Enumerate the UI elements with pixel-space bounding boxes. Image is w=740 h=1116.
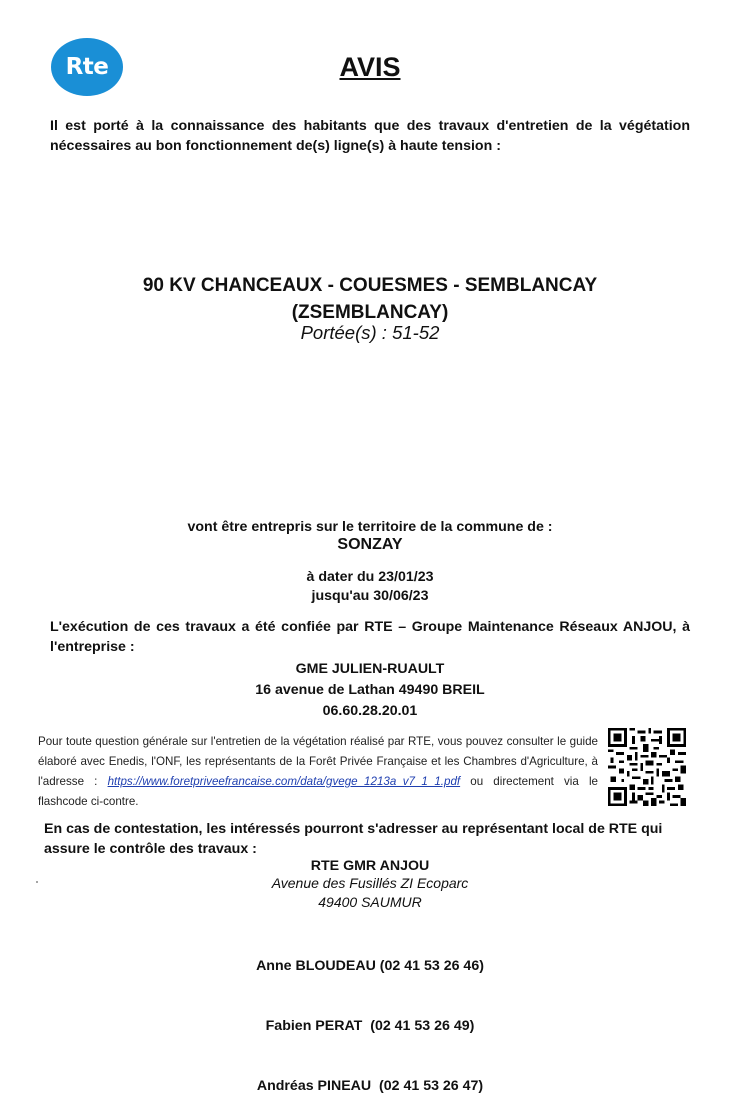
commune-name: SONZAY [337, 536, 403, 553]
company-address: 16 avenue de Lathan 49490 BREIL [255, 682, 485, 698]
dates [0, 568, 740, 606]
info-text-before: Pour toute question générale sur l'entretien de la végétation réalisé par RTE, vous pouvez consulter le guide élaboré avec Enedis, l'ONF, les représentants de la Forêt Privée Française et les Chambres d'Agriculture, à l'adresse : [38, 735, 598, 788]
intro-paragraph: Il est porté à la connaissance des habitants que des travaux d'entretien de la végétation nécessaires au bon fonctionnement de(s) ligne(s) à haute tension : [50, 118, 690, 154]
rte-office-city: 49400 SAUMUR [318, 894, 422, 910]
contact-item: Fabien PERAT (02 41 53 26 49) [265, 1018, 475, 1034]
logo-text: Rte [65, 54, 109, 80]
date-from: à dater du 23/01/23 [306, 569, 434, 585]
portees: Portée(s) : 51-52 [300, 322, 440, 343]
info-paragraph [38, 732, 598, 812]
contestation-paragraph: En cas de contestation, les intéressés pourront s'adresser au représentant local de RTE qui assure le contrôle des travaux : [44, 821, 663, 857]
contact-item: Andréas PINEAU (02 41 53 26 47) [256, 1078, 484, 1094]
power-line-name-2: (ZSEMBLANCAY) [291, 302, 449, 323]
commune-label: vont être entrepris sur le territoire de la commune de : [187, 519, 553, 535]
company-block [0, 659, 740, 722]
company-phone: 06.60.28.20.01 [322, 703, 418, 719]
date-to: jusqu'au 30/06/23 [311, 588, 429, 604]
info-text-after: ou directement via le flashcode ci-contre. [38, 775, 599, 808]
contact-item: Anne BLOUDEAU (02 41 53 26 46) [256, 958, 484, 974]
rte-office-address [0, 874, 740, 912]
page-title: AVIS [339, 52, 401, 82]
company-name: GME JULIEN-RUAULT [295, 661, 445, 677]
execution-paragraph: L'exécution de ces travaux a été confiée par RTE – Groupe Maintenance Réseaux ANJOU, à l'entreprise : [50, 619, 690, 655]
rte-office-street: Avenue des Fusillés ZI Ecoparc [271, 875, 469, 891]
contacts-list [0, 916, 740, 1116]
rte-office-name: RTE GMR ANJOU [310, 858, 430, 874]
guide-link[interactable]: https://www.foretpriveefrancaise.com/data/gvege_1213a_v7_1_1.pdf [107, 775, 461, 788]
power-line-name-1: 90 KV CHANCEAUX - COUESMES - SEMBLANCAY [142, 275, 598, 296]
qr-code-icon[interactable] [608, 728, 686, 806]
power-line-name [0, 272, 740, 326]
